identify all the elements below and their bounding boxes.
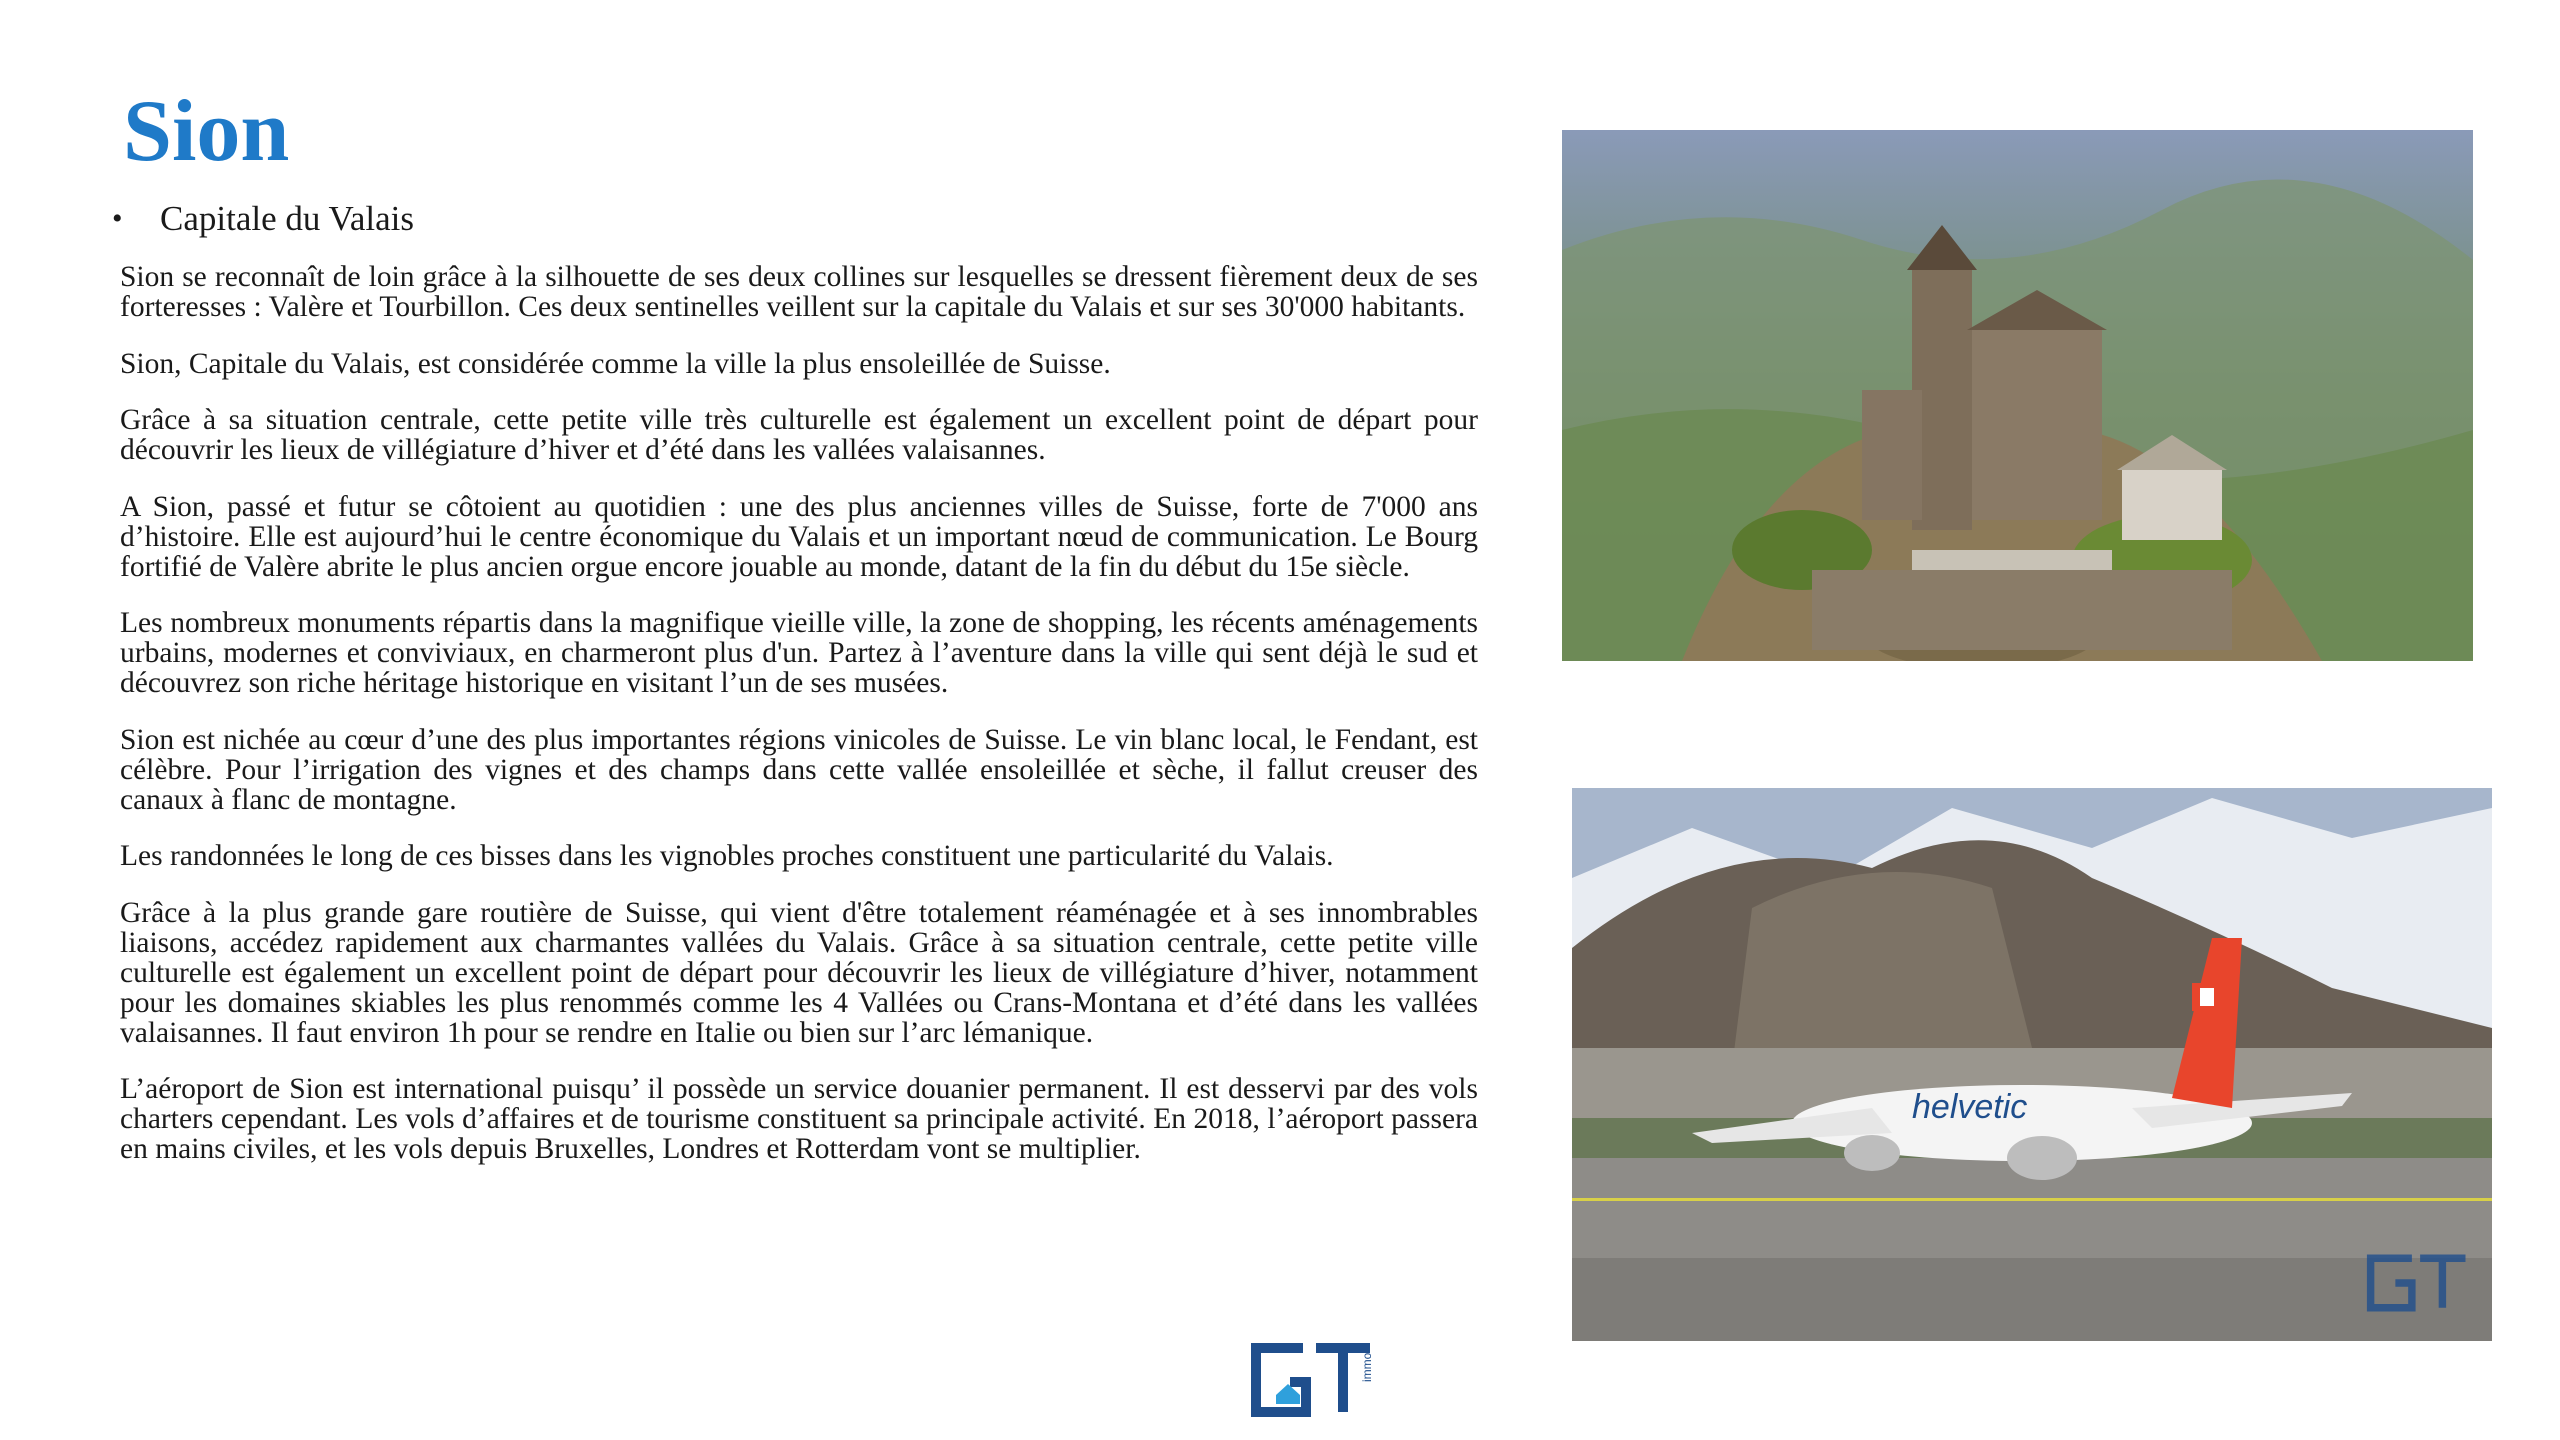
paragraph: Les nombreux monuments répartis dans la magnifique vieille ville, la zone de shopping, les récents aménagements urbains, modernes et conviviaux, en charmeront plus d'un. Partez à l’aventure dans la ville qui sent déjà le sud et découvrez son riche héritage historique en visitant l’un de ses musées. — [120, 607, 1478, 699]
bullet-icon: • — [112, 202, 123, 235]
body-text — [120, 262, 1478, 1191]
logo-caption: immo — [1360, 1352, 1374, 1382]
subtitle-text: Capitale du Valais — [160, 199, 415, 238]
sion-airport-photo — [1572, 788, 2492, 1341]
paragraph: Sion se reconnaît de loin grâce à la silhouette de ses deux collines sur lesquelles se dressent fièrement deux de ses forteresses : Valère et Tourbillon. Ces deux sentinelles veillent sur la capitale du Valais et sur ses 30'000 habitants. — [120, 261, 1478, 323]
gt-immo-logo-icon — [1248, 1340, 1378, 1420]
paragraph: Grâce à la plus grande gare routière de Suisse, qui vient d'être totalement réaménagée et à ses innombrables liaisons, accédez rapidement aux charmantes vallées du Valais. Grâce à sa situation centrale, cette petite ville culturelle est également un excellent point de départ pour découvrir les lieux de villégiature d’hiver, notamment pour les domaines skiables les plus renommés comme les 4 Vallées ou Crans-Montana et d’été dans les vallées valaisannes. Il faut environ 1h pour se rendre en Italie ou bien sur l’arc lémanique. — [120, 896, 1478, 1049]
page-title: Sion — [123, 83, 290, 180]
paragraph: Sion, Capitale du Valais, est considérée comme la ville la plus ensoleillée de Suisse. — [120, 347, 1111, 380]
paragraph: Les randonnées le long de ces bisses dans les vignobles proches constituent une particularité du Valais. — [120, 840, 1334, 872]
valere-castle-photo — [1562, 130, 2473, 661]
paragraph: A Sion, passé et futur se côtoient au quotidien : une des plus anciennes villes de Suisse, forte de 7'000 ans d’histoire. Elle est aujourd’hui le centre économique du Valais et un important nœud de communication. Le Bourg fortifié de Valère abrite le plus ancien orgue encore jouable au monde, datant de la fin du début du 15e siècle. — [120, 490, 1478, 583]
airline-livery-text: helvetic — [1912, 1088, 2028, 1126]
paragraph: Sion est nichée au cœur d’une des plus importantes régions vinicoles de Suisse. Le vin blanc local, le Fendant, est célèbre. Pour l’irrigation des vignes et des champs dans cette vallée ensoleillée et sèche, il fallut creuser des canaux à flanc de montagne. — [120, 723, 1478, 816]
paragraph: L’aéroport de Sion est international puisqu’ il possède un service douanier permanent. Il est desservi par des vols charters cependant. Les vols d’affaires et de tourisme constituent sa principale activité. En 2018, l’aéroport passera en mains civiles, et les vols depuis Bruxelles, Londres et Rotterdam vont se multiplier. — [120, 1073, 1478, 1165]
subtitle-bullet-item — [112, 198, 414, 240]
paragraph: Grâce à sa situation centrale, cette petite ville très culturelle est également un excellent point de départ pour découvrir les lieux de villégiature d’hiver et d’été dans les vallées valaisannes. — [120, 404, 1478, 466]
gt-logo-watermark-icon — [2362, 1250, 2470, 1316]
